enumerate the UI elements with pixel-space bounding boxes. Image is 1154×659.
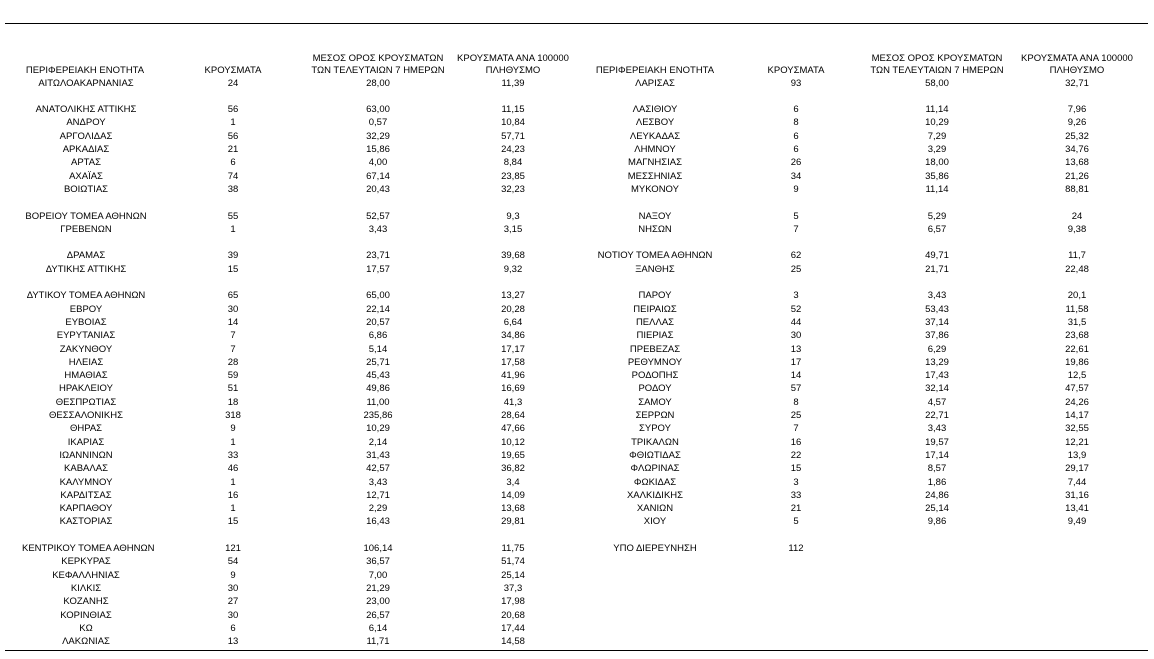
- cases-value: 24: [227, 77, 239, 89]
- cases-value: 13: [790, 343, 802, 355]
- cases-value: 62: [790, 250, 802, 262]
- per100k-value: 11,39: [501, 77, 525, 89]
- region-name: ΑΧΑΪΑΣ: [69, 170, 103, 182]
- region-name: ΝΑΞΟΥ: [638, 210, 672, 222]
- region-name: ΦΘΙΩΤΙΔΑΣ: [629, 449, 681, 461]
- avg-value: 36,57: [366, 556, 390, 568]
- per100k-value: 20,1: [1067, 290, 1087, 302]
- header-avg-left-line1: ΜΕΣΟΣ ΟΡΟΣ ΚΡΟΥΣΜΑΤΩΝ: [312, 53, 444, 64]
- region-name: ΕΥΡΥΤΑΝΙΑΣ: [56, 330, 116, 342]
- header-region-right: ΠΕΡΙΦΕΡΕΙΑΚΗ ΕΝΟΤΗΤΑ: [595, 65, 715, 76]
- avg-value: 20,57: [366, 316, 390, 328]
- per100k-value: 57,71: [501, 130, 525, 142]
- avg-value: 23,71: [366, 250, 390, 262]
- per100k-value: 22,48: [1065, 263, 1089, 275]
- region-name: ΛΑΡΙΣΑΣ: [635, 77, 675, 89]
- avg-value: 49,71: [925, 250, 949, 262]
- avg-value: 3,43: [927, 423, 947, 435]
- region-name: ΣΕΡΡΩΝ: [635, 410, 675, 421]
- per100k-value: 24,26: [1065, 396, 1089, 408]
- cases-value: 9: [793, 183, 799, 195]
- region-name: ΗΛΕΙΑΣ: [68, 356, 104, 368]
- per100k-value: 9,49: [1067, 516, 1087, 528]
- per100k-value: 11,75: [501, 543, 525, 554]
- per100k-value: 11,15: [501, 104, 525, 116]
- avg-value: 26,57: [366, 609, 390, 621]
- avg-value: 37,86: [925, 330, 949, 342]
- cases-value: 93: [790, 77, 802, 89]
- cases-value: 15: [227, 516, 239, 528]
- avg-value: 6,86: [368, 330, 388, 342]
- avg-value: 28,00: [366, 77, 390, 89]
- region-name: ΘΕΣΣΑΛΟΝΙΚΗΣ: [49, 410, 123, 421]
- region-name: ΜΑΓΝΗΣΙΑΣ: [628, 157, 682, 169]
- cases-value: 65: [227, 290, 239, 302]
- header-cases-left: ΚΡΟΥΣΜΑΤΑ: [204, 65, 262, 76]
- region-name: ΛΗΜΝΟΥ: [634, 144, 676, 155]
- avg-value: 13,29: [925, 356, 949, 368]
- per100k-value: 47,66: [501, 423, 525, 435]
- header-avg-left-line2: ΤΩΝ ΤΕΛΕΥΤΑΙΩΝ 7 ΗΜΕΡΩΝ: [311, 65, 445, 76]
- avg-value: 21,71: [925, 263, 949, 275]
- per100k-value: 13,68: [501, 503, 525, 515]
- avg-value: 58,00: [925, 77, 949, 89]
- avg-value: 3,43: [368, 223, 388, 235]
- per100k-value: 31,16: [1065, 489, 1089, 501]
- per100k-value: 37,3: [503, 582, 523, 594]
- avg-value: 18,00: [925, 157, 949, 169]
- per100k-value: 14,17: [1065, 410, 1089, 421]
- region-name: ΛΕΣΒΟΥ: [635, 117, 675, 129]
- avg-value: 3,43: [368, 476, 388, 488]
- region-name: ΚΑΡΔΙΤΣΑΣ: [60, 489, 112, 501]
- per100k-value: 23,85: [501, 170, 525, 182]
- header-per100k-right-line2: ΠΛΗΘΥΣΜΟ: [1049, 65, 1105, 76]
- cases-value: 1: [230, 436, 236, 448]
- per100k-value: 41,3: [503, 396, 523, 408]
- per100k-value: 13,68: [1065, 157, 1089, 169]
- region-name: ΙΚΑΡΙΑΣ: [67, 436, 105, 448]
- cases-value: 26: [790, 157, 802, 169]
- per100k-value: 7,44: [1067, 476, 1087, 488]
- per100k-value: 21,26: [1065, 170, 1089, 182]
- per100k-value: 8,84: [503, 157, 523, 169]
- region-name: ΘΕΣΠΡΩΤΙΑΣ: [55, 396, 117, 408]
- cases-value: 121: [225, 543, 241, 554]
- per100k-value: 17,58: [501, 356, 525, 368]
- region-name: ΡΟΔΟΥ: [638, 383, 672, 395]
- region-name: ΑΝΑΤΟΛΙΚΗΣ ΑΤΤΙΚΗΣ: [35, 104, 137, 116]
- per100k-value: 34,86: [501, 330, 525, 342]
- region-name: ΞΑΝΘΗΣ: [635, 263, 675, 275]
- avg-value: 53,43: [925, 303, 949, 315]
- per100k-value: 19,86: [1065, 356, 1089, 368]
- avg-value: 49,86: [366, 383, 390, 395]
- avg-value: 12,71: [366, 489, 390, 501]
- cases-value: 16: [790, 436, 802, 448]
- region-name: ΕΥΒΟΙΑΣ: [65, 316, 107, 328]
- cases-value: 13: [227, 636, 239, 648]
- region-name: ΕΒΡΟΥ: [69, 303, 103, 315]
- per100k-value: 31,5: [1067, 316, 1087, 328]
- per100k-value: 17,98: [501, 596, 525, 608]
- per100k-value: 23,68: [1065, 330, 1089, 342]
- avg-value: 1,86: [927, 476, 947, 488]
- avg-value: 63,00: [366, 104, 390, 116]
- cases-value: 6: [230, 622, 236, 634]
- cases-value: 1: [230, 476, 236, 488]
- cases-value: 21: [790, 503, 802, 515]
- per100k-value: 34,76: [1065, 144, 1089, 155]
- per100k-value: 29,81: [501, 516, 525, 528]
- header-avg-right-line1: ΜΕΣΟΣ ΟΡΟΣ ΚΡΟΥΣΜΑΤΩΝ: [871, 53, 1003, 64]
- avg-value: 2,29: [368, 503, 388, 515]
- cases-value: 38: [227, 183, 239, 195]
- region-name: ΛΑΣΙΘΙΟΥ: [632, 104, 678, 116]
- region-name: ΚΙΛΚΙΣ: [70, 582, 102, 594]
- region-name: ΘΗΡΑΣ: [69, 423, 103, 435]
- per100k-value: 20,28: [501, 303, 525, 315]
- avg-value: 19,57: [925, 436, 949, 448]
- cases-value: 7: [230, 343, 236, 355]
- region-name: ΣΑΜΟΥ: [638, 396, 672, 408]
- per100k-value: 39,68: [501, 250, 525, 262]
- avg-value: 24,86: [925, 489, 949, 501]
- cases-value: 1: [230, 223, 236, 235]
- per100k-value: 11,7: [1068, 250, 1086, 262]
- avg-value: 7,29: [927, 130, 947, 142]
- cases-value: 8: [793, 117, 799, 129]
- avg-value: 67,14: [366, 170, 390, 182]
- cases-value: 59: [227, 370, 239, 382]
- avg-value: 20,43: [366, 183, 390, 195]
- per100k-value: 9,26: [1067, 117, 1087, 129]
- region-name: ΙΩΑΝΝΙΝΩΝ: [59, 449, 113, 461]
- avg-value: 11,14: [925, 104, 949, 116]
- avg-value: 10,29: [925, 117, 949, 129]
- per100k-value: 41,96: [501, 370, 525, 382]
- per100k-value: 7,96: [1067, 104, 1087, 116]
- avg-value: 11,71: [366, 636, 390, 648]
- region-name: ΚΟΖΑΝΗΣ: [63, 596, 109, 608]
- avg-value: 35,86: [925, 170, 949, 182]
- per100k-value: 25,32: [1065, 130, 1089, 142]
- per100k-value: 3,4: [506, 476, 520, 488]
- avg-value: 32,29: [366, 130, 390, 142]
- region-name: ΚΑΡΠΑΘΟΥ: [59, 503, 113, 515]
- per100k-value: 19,65: [501, 449, 525, 461]
- cases-value: 33: [790, 489, 802, 501]
- avg-value: 9,86: [927, 516, 947, 528]
- avg-value: 2,14: [368, 436, 388, 448]
- cases-value: 51: [227, 383, 239, 395]
- header-region-left: ΠΕΡΙΦΕΡΕΙΑΚΗ ΕΝΟΤΗΤΑ: [25, 65, 145, 76]
- region-name: ΦΛΩΡΙΝΑΣ: [630, 463, 680, 475]
- avg-value: 37,14: [925, 316, 949, 328]
- per100k-value: 25,14: [501, 569, 525, 581]
- avg-value: 17,43: [925, 370, 949, 382]
- region-name: ΗΡΑΚΛΕΙΟΥ: [59, 383, 113, 395]
- cases-value: 15: [790, 463, 802, 475]
- top-rule: [5, 23, 1148, 24]
- cases-value: 14: [227, 316, 239, 328]
- cases-value: 21: [227, 144, 239, 155]
- cases-value: 3: [793, 476, 799, 488]
- avg-value: 11,00: [366, 396, 390, 408]
- per100k-value: 22,61: [1065, 343, 1089, 355]
- avg-value: 52,57: [366, 210, 390, 222]
- per100k-value: 24,23: [501, 144, 525, 155]
- avg-value: 17,14: [925, 449, 949, 461]
- cases-value: 52: [790, 303, 802, 315]
- avg-value: 106,14: [363, 543, 393, 554]
- cases-value: 56: [227, 130, 239, 142]
- avg-value: 5,14: [368, 343, 388, 355]
- region-name: ΒΟΙΩΤΙΑΣ: [63, 183, 109, 195]
- avg-value: 31,43: [366, 449, 390, 461]
- cases-value: 16: [227, 489, 239, 501]
- avg-value: 6,57: [927, 223, 947, 235]
- region-name: ΣΥΡΟΥ: [639, 423, 671, 435]
- per100k-value: 14,09: [501, 489, 525, 501]
- per100k-value: 47,57: [1065, 383, 1089, 395]
- per100k-value: 10,12: [501, 436, 525, 448]
- avg-value: 4,00: [368, 157, 388, 169]
- region-name: ΛΑΚΩΝΙΑΣ: [62, 636, 110, 648]
- cases-value: 30: [227, 303, 239, 315]
- region-name: ΝΟΤΙΟΥ ΤΟΜΕΑ ΑΘΗΝΩΝ: [597, 250, 713, 262]
- avg-value: 42,57: [366, 463, 390, 475]
- avg-value: 4,57: [927, 396, 947, 408]
- cases-value: 1: [230, 117, 236, 129]
- region-name: ΝΗΣΩΝ: [638, 223, 672, 235]
- per100k-value: 3,15: [503, 223, 523, 235]
- cases-value: 5: [793, 516, 799, 528]
- cases-value: 17: [790, 356, 802, 368]
- cases-value: 28: [227, 356, 239, 368]
- region-name: ΑΙΤΩΛΟΑΚΑΡΝΑΝΙΑΣ: [38, 77, 134, 89]
- region-name: ΜΕΣΣΗΝΙΑΣ: [627, 170, 683, 182]
- region-name: ΤΡΙΚΑΛΩΝ: [631, 436, 679, 448]
- cases-value: 44: [790, 316, 802, 328]
- region-name: ΑΡΚΑΔΙΑΣ: [62, 144, 110, 155]
- avg-value: 45,43: [366, 370, 390, 382]
- avg-value: 3,29: [927, 144, 947, 155]
- region-name: ΑΡΤΑΣ: [71, 157, 101, 169]
- cases-value: 7: [230, 330, 236, 342]
- per100k-value: 32,71: [1065, 77, 1089, 89]
- per100k-value: 9,3: [506, 210, 520, 222]
- avg-value: 10,29: [366, 423, 390, 435]
- per100k-value: 9,32: [503, 263, 523, 275]
- per100k-value: 9,38: [1067, 223, 1087, 235]
- cases-value: 39: [227, 250, 239, 262]
- avg-value: 21,29: [366, 582, 390, 594]
- avg-value: 23,00: [366, 596, 390, 608]
- avg-value: 32,14: [925, 383, 949, 395]
- region-name: ΑΡΓΟΛΙΔΑΣ: [59, 130, 113, 142]
- per100k-value: 12,5: [1067, 370, 1087, 382]
- cases-value: 33: [227, 449, 239, 461]
- bottom-rule: [5, 650, 1148, 651]
- cases-value: 57: [790, 383, 802, 395]
- per100k-value: 13,9: [1067, 449, 1087, 461]
- per100k-value: 24: [1071, 210, 1083, 222]
- per100k-value: [1017, 543, 1137, 555]
- per100k-value: 10,84: [501, 117, 525, 129]
- avg-value: 22,14: [366, 303, 390, 315]
- header-avg-right-line2: ΤΩΝ ΤΕΛΕΥΤΑΙΩΝ 7 ΗΜΕΡΩΝ: [870, 65, 1004, 76]
- cases-value: 25: [790, 410, 802, 421]
- header-per100k-left-line1: ΚΡΟΥΣΜΑΤΑ ΑΝΑ 100000: [457, 53, 569, 64]
- per100k-value: 17,17: [501, 343, 525, 355]
- cases-value: 34: [790, 170, 802, 182]
- region-name: ΚΑΒΑΛΑΣ: [64, 463, 108, 475]
- cases-value: 30: [227, 609, 239, 621]
- cases-value: 9: [230, 423, 236, 435]
- per100k-value: 12,21: [1065, 436, 1089, 448]
- avg-value: 25,14: [925, 503, 949, 515]
- per100k-value: 32,23: [501, 183, 525, 195]
- region-name: ΥΠΟ ΔΙΕΡΕΥΝΗΣΗ: [613, 543, 697, 554]
- avg-value: 6,29: [927, 343, 947, 355]
- region-name: ΚΕΦΑΛΛΗΝΙΑΣ: [52, 569, 120, 581]
- avg-value: 6,14: [368, 622, 388, 634]
- region-name: ΠΕΙΡΑΙΩΣ: [633, 303, 677, 315]
- region-name: ΒΟΡΕΙΟΥ ΤΟΜΕΑ ΑΘΗΝΩΝ: [25, 210, 147, 222]
- cases-value: 55: [227, 210, 239, 222]
- region-name: ΔΡΑΜΑΣ: [66, 250, 106, 262]
- avg-value: 25,71: [366, 356, 390, 368]
- region-name: ΜΥΚΟΝΟΥ: [631, 183, 679, 195]
- region-name: ΚΟΡΙΝΘΙΑΣ: [60, 609, 112, 621]
- avg-value: 22,71: [925, 410, 949, 421]
- region-name: ΚΩ: [79, 622, 93, 634]
- region-name: ΚΕΝΤΡΙΚΟΥ ΤΟΜΕΑ ΑΘΗΝΩΝ: [22, 543, 155, 554]
- per100k-value: 51,74: [501, 556, 525, 568]
- cases-value: 74: [227, 170, 239, 182]
- cases-value: 27: [227, 596, 239, 608]
- cases-value: 7: [793, 223, 799, 235]
- avg-value: 0,57: [368, 117, 388, 129]
- per100k-value: 88,81: [1065, 183, 1089, 195]
- region-name: ΦΩΚΙΔΑΣ: [633, 476, 677, 488]
- cases-value: 30: [227, 582, 239, 594]
- region-name: ΓΡΕΒΕΝΩΝ: [60, 223, 112, 235]
- avg-value: 65,00: [366, 290, 390, 302]
- cases-value: 7: [793, 423, 799, 435]
- region-name: ΚΑΛΥΜΝΟΥ: [59, 476, 113, 488]
- region-name: ΧΑΛΚΙΔΙΚΗΣ: [626, 489, 684, 501]
- per100k-value: 14,58: [501, 636, 525, 648]
- per100k-value: 16,69: [501, 383, 525, 395]
- per100k-value: 13,27: [501, 290, 525, 302]
- region-name: ΖΑΚΥΝΘΟΥ: [59, 343, 113, 355]
- region-name: ΛΕΥΚΑΔΑΣ: [629, 130, 681, 142]
- cases-value: 1: [230, 503, 236, 515]
- cases-value: 30: [790, 330, 802, 342]
- avg-value: 5,29: [927, 210, 947, 222]
- avg-value: 3,43: [927, 290, 947, 302]
- header-per100k-left-line2: ΠΛΗΘΥΣΜΟ: [485, 65, 541, 76]
- region-name: ΠΡΕΒΕΖΑΣ: [629, 343, 681, 355]
- header-per100k-right-line1: ΚΡΟΥΣΜΑΤΑ ΑΝΑ 100000: [1021, 53, 1133, 64]
- region-name: ΔΥΤΙΚΗΣ ΑΤΤΙΚΗΣ: [45, 263, 127, 275]
- region-name: ΡΟΔΟΠΗΣ: [631, 370, 679, 382]
- cases-value: 14: [790, 370, 802, 382]
- per100k-value: 13,41: [1065, 503, 1089, 515]
- cases-value: 5: [793, 210, 799, 222]
- region-name: ΔΥΤΙΚΟΥ ΤΟΜΕΑ ΑΘΗΝΩΝ: [26, 290, 146, 302]
- per100k-value: 17,44: [501, 622, 525, 634]
- cases-value: 22: [790, 449, 802, 461]
- cases-value: 25: [790, 263, 802, 275]
- avg-value: 7,00: [368, 569, 388, 581]
- avg-value: 235,86: [363, 410, 393, 421]
- cases-value: 18: [227, 396, 239, 408]
- per100k-value: 32,55: [1065, 423, 1089, 435]
- cases-value: 318: [225, 410, 241, 421]
- cases-value: 6: [793, 130, 799, 142]
- cases-value: 6: [793, 144, 799, 155]
- region-name: ΠΕΛΛΑΣ: [635, 316, 675, 328]
- region-name: ΧΙΟΥ: [643, 516, 667, 528]
- region-name: ΚΑΣΤΟΡΙΑΣ: [59, 516, 113, 528]
- per100k-value: 28,64: [501, 410, 525, 421]
- cases-value: 8: [793, 396, 799, 408]
- avg-value: 16,43: [366, 516, 390, 528]
- region-name: ΑΝΔΡΟΥ: [66, 117, 106, 129]
- cases-value: 9: [230, 569, 236, 581]
- header-cases-right: ΚΡΟΥΣΜΑΤΑ: [767, 65, 825, 76]
- avg-value: 8,57: [927, 463, 947, 475]
- region-name: ΠΙΕΡΙΑΣ: [636, 330, 674, 342]
- cases-value: 15: [227, 263, 239, 275]
- cases-value: 46: [227, 463, 239, 475]
- avg-value: [877, 543, 997, 555]
- cases-value: 112: [788, 543, 804, 554]
- per100k-value: 36,82: [501, 463, 525, 475]
- per100k-value: 20,68: [501, 609, 525, 621]
- avg-value: 11,14: [925, 183, 949, 195]
- avg-value: 17,57: [366, 263, 390, 275]
- per100k-value: 6,64: [503, 316, 523, 328]
- region-name: ΠΑΡΟΥ: [638, 290, 672, 302]
- cases-value: 3: [793, 290, 799, 302]
- per100k-value: 11,58: [1065, 303, 1089, 315]
- cases-value: 6: [793, 104, 799, 116]
- region-name: ΗΜΑΘΙΑΣ: [64, 370, 108, 382]
- cases-value: 56: [227, 104, 239, 116]
- region-name: ΡΕΘΥΜΝΟΥ: [627, 356, 683, 368]
- region-name: ΚΕΡΚΥΡΑΣ: [61, 556, 111, 568]
- cases-value: 54: [227, 556, 239, 568]
- per100k-value: 29,17: [1065, 463, 1089, 475]
- cases-value: 6: [230, 157, 236, 169]
- avg-value: 15,86: [366, 144, 390, 155]
- region-name: ΧΑΝΙΩΝ: [636, 503, 674, 515]
